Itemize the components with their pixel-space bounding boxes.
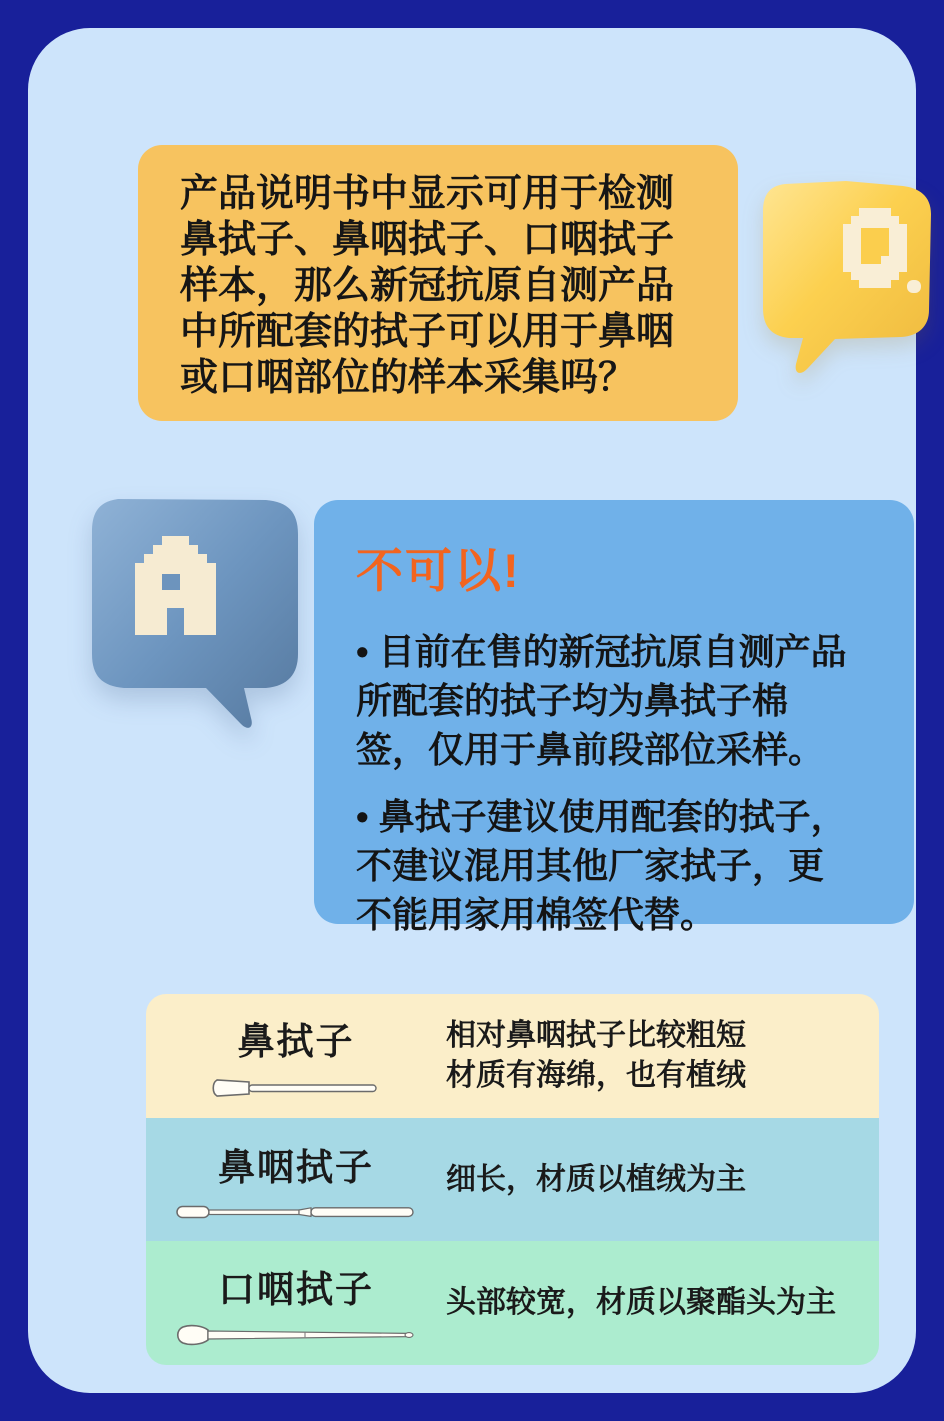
a-bubble-icon [78, 474, 313, 739]
swab-row-description: 细长，材质以植绒为主 [446, 1162, 746, 1196]
nasal-swab-icon [211, 1075, 381, 1101]
content-panel [28, 28, 916, 1393]
question-text: 产品说明书中显示可用于检测鼻拭子、鼻咽拭子、口咽拭子样本，那么新冠抗原自测产品中所配套的拭子可以用于鼻咽或口咽部位的样本采集吗？ [180, 173, 675, 399]
swab-row-nasal [146, 994, 879, 1118]
swab-comparison-card [146, 994, 879, 1365]
swab-row-description: 相对鼻咽拭子比较粗短 材质有海绵，也有植绒 [446, 1018, 746, 1092]
swab-row-label: 口咽拭子 [218, 1269, 374, 1311]
swab-row-label: 鼻咽拭子 [218, 1146, 374, 1188]
answer-box [314, 500, 914, 935]
answer-bullet-1: • 目前在售的新冠抗原自测产品所配套的拭子均为鼻拭子棉签，仅用于鼻前段部位采样。 [356, 631, 847, 770]
answer-bullet-2: • 鼻拭子建议使用配套的拭子，不建议混用其他厂家拭子，更不能用家用棉签代替。 [356, 796, 847, 935]
swab-row-label: 鼻拭子 [237, 1020, 355, 1062]
oropharyngeal-swab-icon [175, 1323, 417, 1347]
answer-headline: 不可以! [356, 544, 521, 597]
swab-row-nasopharyngeal [146, 1118, 879, 1242]
q-bubble-icon [751, 166, 941, 381]
swab-row-description: 头部较宽，材质以聚酯头为主 [446, 1286, 836, 1320]
swab-row-oropharyngeal [146, 1241, 879, 1365]
nasopharyngeal-swab-icon [175, 1201, 417, 1223]
question-box [138, 145, 738, 421]
